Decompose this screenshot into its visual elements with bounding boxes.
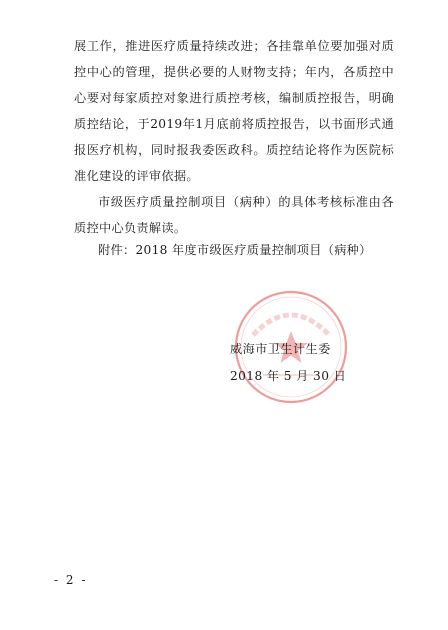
paragraph-standards: 市级医疗质量控制项目（病种）的具体考核标准由各质控中心负责解读。 [74, 195, 394, 235]
issuer-name: 威海市卫生计生委 [230, 342, 331, 356]
page-number: - 2 - [54, 573, 88, 587]
issue-date: 2018 年 5 月 30 日 [230, 369, 347, 383]
body-text [74, 33, 394, 241]
paragraph-continued: 展工作，推进医疗质量持续改进；各挂靠单位要加强对质控中心的管理，提供必要的人财物支持；年内，各质控中心要对每家质控对象进行质控考核，编制质控报告，明确质控结论，于2019年1月底前将质控报告，以书面形式通报医疗机构，同时报我委医政科。质控结论将作为医院标准化建设的评审依据。 [74, 39, 394, 183]
signature-block [230, 336, 346, 390]
attachment-line: 附件：2018 年度市级医疗质量控制项目（病种） [98, 243, 372, 257]
